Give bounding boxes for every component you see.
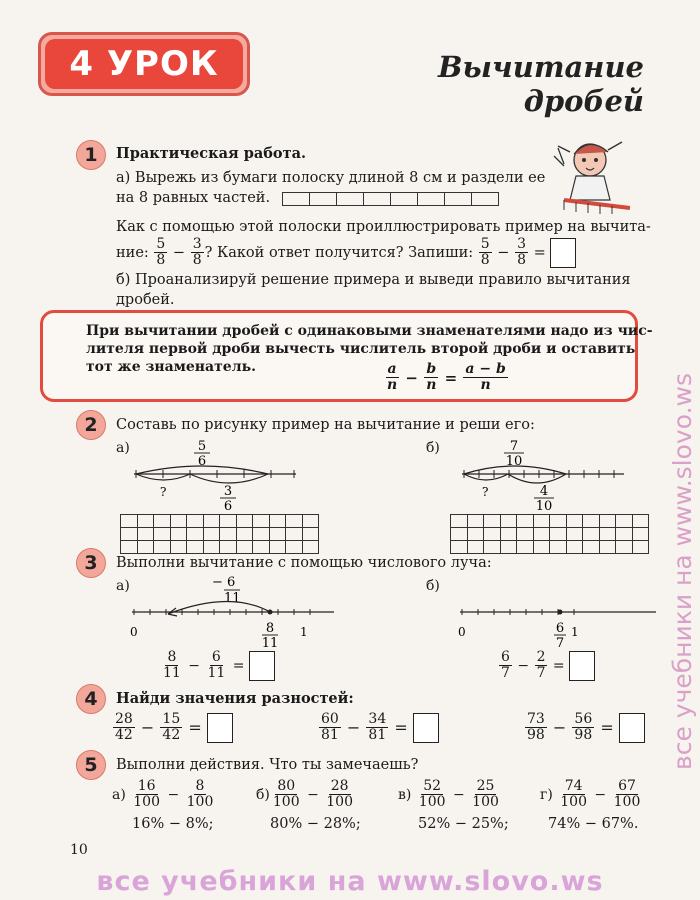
answer-box-4b[interactable] [413,713,439,743]
svg-text:3: 3 [223,484,233,499]
svg-text:?: ? [160,485,167,499]
svg-text:7: 7 [509,439,519,454]
svg-text:0: 0 [458,625,466,639]
svg-text:10: 10 [535,499,553,514]
girl-illustration [546,130,642,214]
svg-text:0: 0 [130,625,138,639]
task-3-label-a: а) [116,578,130,594]
svg-text:4: 4 [539,484,549,499]
answer-box-4a[interactable] [207,713,233,743]
lesson-badge-text: 4 УРОК [69,44,219,84]
task-3-number: 3 [76,548,106,578]
task-1-question-line1: Как с помощью этой полоски проиллюстрировать пример на вычита- [116,219,651,235]
svg-text:8: 8 [265,621,275,636]
task-4-expression-2: $\frac{60}{81}$ − $\frac{34}{81}$ = [318,712,439,743]
task-5-text: Выполни действия. Что ты замечаешь? [116,757,419,773]
task-5b-percent: 80% − 28%; [270,816,361,832]
ray-3a [120,574,350,650]
paper-strip [282,192,499,206]
task-5v: в) $\frac{52}{100}$ − $\frac{25}{100}$ [398,778,499,810]
svg-text:7: 7 [555,636,565,650]
svg-text:6: 6 [555,621,565,636]
grid-2b [450,514,649,554]
task-5g: г) $\frac{74}{100}$ − $\frac{67}{100}$ [540,778,641,810]
number-line-2a [126,436,306,516]
task-5-number: 5 [76,750,106,780]
task-3b-expression: $\frac{6}{7}$ − $\frac{2}{7}$ = [498,650,595,681]
task-5a: а) $\frac{16}{100}$ − $\frac{8}{100}$ [112,778,214,810]
task-5b: б) $\frac{80}{100}$ − $\frac{28}{100}$ [256,778,353,810]
task-3-label-b: б) [426,578,440,594]
svg-text:1: 1 [300,625,308,639]
answer-box-3b[interactable] [569,651,595,681]
task-3a-expression: $\frac{8}{11}$ − $\frac{6}{11}$ = [160,650,275,681]
answer-box-3a[interactable] [249,651,275,681]
task-3-text: Выполни вычитание с помощью числового луча: [116,555,492,571]
task-1-heading: Практическая работа. [116,145,307,162]
task-5g-percent: 74% − 67%. [548,816,639,832]
task-1-question-line2: ние: $\frac{5}{8}$ − $\frac{3}{8}$ ? Какой ответ получится? Запиши: $\frac{5}{8}$ − $\frac{3}{8}$ = [116,237,576,268]
task-1-b-line1: б) Проанализируй решение примера и выведи правило вычитания [116,272,631,288]
rule-formula: $\frac{a}{n}$ − $\frac{b}{n}$ = $\frac{a - b}{n}$ [387,361,506,393]
task-1-number: 1 [76,140,106,170]
svg-text:?: ? [482,485,489,499]
task-5a-percent: 16% − 8%; [132,816,214,832]
task-4-number: 4 [76,684,106,714]
svg-text:10: 10 [505,454,523,469]
svg-text:6: 6 [223,499,233,514]
answer-box-1[interactable] [550,238,576,268]
task-5v-percent: 52% − 25%; [418,816,509,832]
page-number: 10 [70,842,88,858]
ray-3b [450,574,670,650]
svg-text:1: 1 [571,625,579,639]
svg-text:6: 6 [197,454,207,469]
task-1-a-line2: на 8 равных частей. [116,190,271,206]
task-1-b-line2: дробей. [116,292,175,308]
task-2-label-b: б) [426,440,440,456]
task-2-label-a: а) [116,440,130,456]
task-4-expression-1: $\frac{28}{42}$ − $\frac{15}{42}$ = [112,712,233,743]
svg-text:11: 11 [261,636,279,650]
grid-2a [120,514,319,554]
watermark-side: все учебники на www.slovo.ws [668,373,697,770]
task-4-expression-3: $\frac{73}{98}$ − $\frac{56}{98}$ = [524,712,645,743]
number-line-2b [456,436,636,516]
task-1-a-line1: а) Вырежь из бумаги полоску длиной 8 см и раздели ее [116,170,546,186]
rule-text: При вычитании дробей с одинаковыми знаменателями надо из чис- лителя первой дроби вычесть числитель второй дроби и оставить тот же знаменатель. [86,323,653,375]
task-2-number: 2 [76,410,106,440]
svg-text:− 6: − 6 [212,575,236,590]
svg-text:5: 5 [197,439,207,454]
task-2-text: Составь по рисунку пример на вычитание и реши его: [116,417,535,433]
lesson-badge [38,32,250,96]
watermark-bottom: все учебники на www.slovo.ws [96,866,604,897]
task-4-text: Найди значения разностей: [116,690,354,707]
answer-box-4c[interactable] [619,713,645,743]
svg-text:11: 11 [224,591,241,606]
page-title: Вычитание дробей [438,50,644,118]
